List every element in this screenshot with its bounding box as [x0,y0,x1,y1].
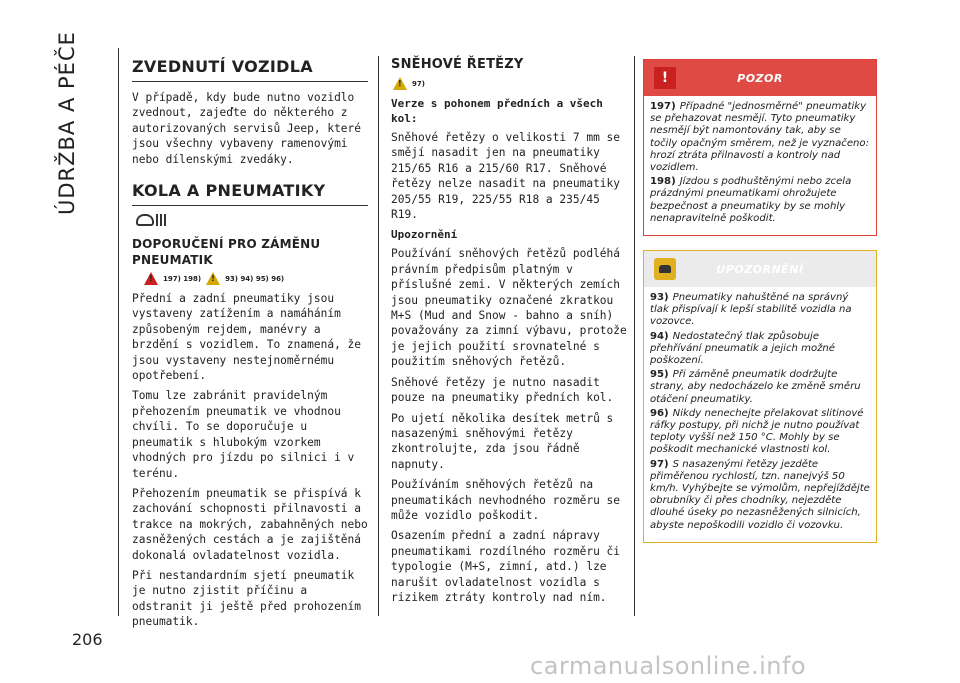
danger-box-body [644,96,876,235]
caution-icon [393,77,407,90]
section-title-wheels: KOLA A PNEUMATIKY [132,181,368,206]
section-title-lifting: ZVEDNUTÍ VOZIDLA [132,57,368,82]
subhead-notice: Upozornění [391,228,458,242]
danger-refs: 197) 198) [163,274,202,283]
paragraph: Tomu lze zabránit pravidelným přehozením pneumatik ve vhodnou chvíli. To se doporučuje u pneumatik s hlubokým vzorkem vhodných pro jízdu po silnici i v terénu. [132,389,355,480]
caution-box-body [644,287,876,542]
column-3 [643,59,877,557]
danger-item: 198) Jízdou s podhuštěnými nebo zcela prázdnými pneumatikami ohrožujete bezpečnost a pneumatiky by se mohly nenapravitelně poškodit. [650,176,852,224]
danger-item: 197) Případné "jednosměrné" pneumatiky se přehazovat nesmějí. Tyto pneumatiky nesmějí být namontovány tak, aby se točily opačným směrem, než je vyznačeno: hrozí ztráta přilnavosti a kontroly nad vozidlem. [650,101,870,174]
column-divider-1 [378,56,379,616]
column-divider-2 [634,56,635,616]
paragraph: Osazením přední a zadní nápravy pneumatikami rozdílného rozměru či typologie (M+S, zimní, atd.) lze narušit ovladatelnost vozidla s rizikem ztráty kontroly nad ním. [391,529,621,604]
chapter-title-vertical: ÚDRŽBA A PÉČE [55,31,79,215]
caution-box-title: UPOZORNĚNÍ [716,262,804,276]
column-2 [391,57,627,610]
caution-icon [206,272,220,285]
chapter-divider [118,48,119,616]
paragraph: Sněhové řetězy je nutno nasadit pouze na pneumatiky předních kol. [391,375,614,405]
caution-ref: 97) [412,79,425,88]
paragraph: Používáním sněhových řetězů na pneumatikách nevhodného rozměru se může vozidlo poškodit. [391,478,621,522]
danger-box-header [644,60,876,96]
warning-refs [144,272,368,285]
paragraph: Po ujetí několika desítek metrů s nasazenými sněhovými řetězy zkontrolujte, zda jsou řádně napnuty. [391,411,614,471]
paragraph: Sněhové řetězy o velikosti 7 mm se smějí nasadit jen na pneumatiky 215/65 R16 a 215/60 R17. Sněhové řetězy nelze nasadit na pneumatiky 205/55 R19, 225/55 R18 a 235/45 R19. [391,131,621,222]
tire-icon [136,214,368,226]
danger-icon: ! [654,67,676,89]
paragraph: Přehozením pneumatik se přispívá k zachování schopnosti přilnavosti a trakce na mokrých, zabahněných nebo zasněžených cestách a je zajištěná dokonalá ovladatelnost vozidla. [132,486,368,562]
section-title-chains: SNĚHOVÉ ŘETĚZY [391,57,524,72]
caution-item: 95) Při záměně pneumatik dodržujte strany, aby nedocházelo ke změně směru otáčení pneumatiky. [650,369,861,405]
rotation-text [132,291,368,630]
chains-text [391,246,627,605]
caution-box-header [644,251,876,287]
caution-item: 93) Pneumatiky nahuštěné na správný tlak přispívají k lepší stabilitě vozidla na vozovce. [650,292,852,328]
paragraph: Používání sněhových řetězů podléhá právním předpisům platným v příslušné zemi. V některých zemích jsou pneumatiky označené zkratkou M+S (Mud and Snow - bahno a sníh) považovány za zimní výbavu, protože je jejich použití srovnatelné s použitím sněhových řetězů. [391,247,627,369]
danger-box [643,59,877,236]
section-title-rotation: DOPORUČENÍ PRO ZÁMĚNU PNEUMATIK [132,237,321,268]
car-skid-icon [654,258,676,280]
caution-item: 94) Nedostatečný tlak způsobuje přehřívání pneumatik a jejich možné poškození. [650,330,836,367]
caution-refs: 93) 94) 95) 96) [225,274,285,283]
paragraph: Při nestandardním sjetí pneumatik je nutno zjistit příčinu a odstranit ji ještě před prohozením pneumatik. [132,568,362,629]
caution-box [643,250,877,543]
paragraph: Přední a zadní pneumatiky jsou vystaveny zatížením a namáháním způsobeným rejdem, manévry a brzdění s vozidlem. To znamená, že jsou vystaveny nestejnoměrnému opotřebení. [132,292,362,383]
caution-item: 96) Nikdy nenechejte přelakovat slitinové ráfky postupy, při nichž je nutno používat teploty vyšší než 150 °C. Mohly by se poškodit mechanické vlastnosti kol. [650,407,864,456]
column-1 [132,57,368,635]
lifting-text: V případě, kdy bude nutno vozidlo zvednout, zajeďte do některého z autorizovaných servisů Jeep, které jsou všechny vybaveny ramenovými nebo dílenskými zvedáky. [132,91,362,166]
danger-box-title: POZOR [737,71,783,85]
watermark: carmanualsonline.info [530,652,807,680]
page-number: 206 [72,630,103,649]
danger-icon [144,272,158,285]
caution-item: 97) S nasazenými řetězy jezděte přiměřenou rychlostí, tzn. nanejvýš 50 km/h. Vyhýbejte se výmolům, nepřejíždějte obrubníky či přes chodníky, nejezděte dlouhé úseky po nezasněžených silnicích, abyste nepoškodili vozidlo či vozovku. [650,458,870,531]
subhead-versions: Verze s pohonem předních a všech kol: [391,97,603,125]
chains-refs [393,77,627,90]
